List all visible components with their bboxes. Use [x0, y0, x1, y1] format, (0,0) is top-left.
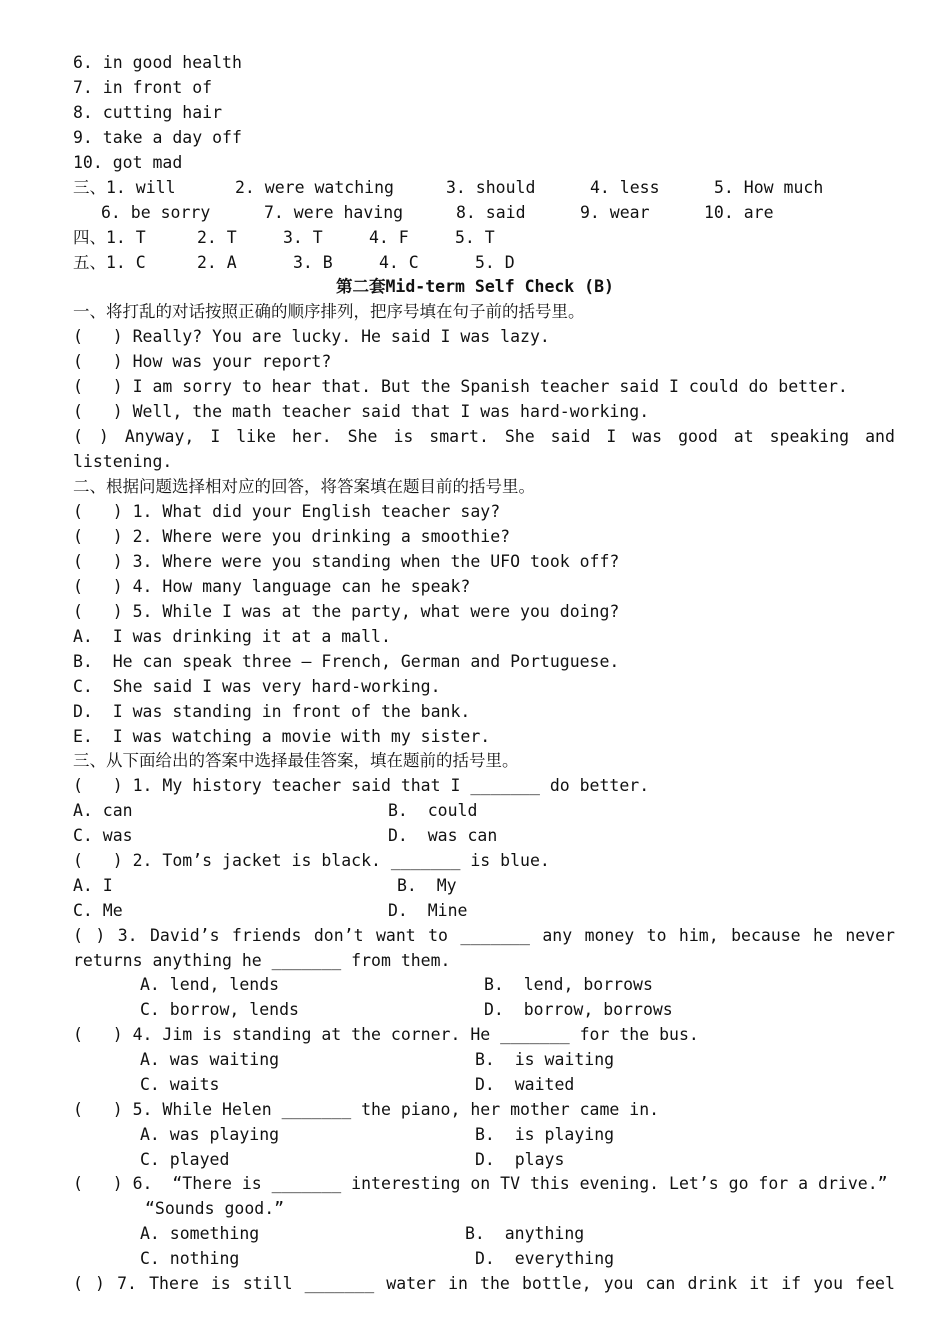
option: D. plays [475, 1150, 565, 1169]
option: B. anything [465, 1224, 585, 1243]
option: A. was playing [140, 1125, 280, 1144]
option: A. I [73, 876, 113, 895]
word: There [149, 1274, 199, 1293]
option: C. played [140, 1150, 230, 1169]
option: B. is playing [475, 1125, 615, 1144]
word: like [236, 427, 276, 446]
answer-option: D. I was standing in front of the bank. [73, 702, 471, 721]
word: I [606, 427, 617, 446]
answer-line: 8. cutting hair [73, 103, 223, 122]
word: She [504, 427, 535, 446]
word: said [550, 427, 591, 446]
word: friends [231, 926, 302, 945]
option: C. borrow, lends [140, 1000, 299, 1019]
word: 3. [117, 926, 138, 945]
question-line: ( ) 2. Where were you drinking a smoothie? [73, 527, 511, 546]
answer-cell: 8. said [456, 203, 526, 222]
option: A. lend, lends [140, 975, 280, 994]
part1-heading: 一、将打乱的对话按照正确的顺序排列，把序号填在句子前的括号里。 [73, 302, 585, 321]
word: _______ [460, 926, 530, 945]
part3-heading: 三、从下面给出的答案中选择最佳答案，填在题前的括号里。 [73, 751, 519, 770]
word: to [428, 926, 448, 945]
word: drink [687, 1274, 738, 1293]
word: in [448, 1274, 468, 1293]
answer-cell: 四、1. T [73, 228, 146, 247]
word: _______ [304, 1274, 375, 1293]
answer-cell: 4. F [369, 228, 409, 247]
answer-cell: 4. C [379, 253, 419, 272]
option: A. can [73, 801, 133, 820]
question-line: ( ) 3. Where were you standing when the UFO took off? [73, 552, 620, 571]
option: B. My [397, 876, 457, 895]
answer-cell: 三、1. will [73, 178, 176, 197]
word: was [632, 427, 663, 446]
dialogue-line: ( ) Well, the math teacher said that I was hard-working. [73, 402, 650, 421]
answer-cell: 3. B [293, 253, 333, 272]
answer-cell: 3. T [283, 228, 323, 247]
answer-option: A. I was drinking it at a mall. [73, 627, 391, 646]
answer-line: 7. in front of [73, 78, 213, 97]
word: her. [291, 427, 332, 446]
word: ( [73, 1274, 83, 1293]
word: still [242, 1274, 293, 1293]
option: A. was waiting [140, 1050, 280, 1069]
answer-cell: 6. be sorry [101, 203, 211, 222]
answer-option: B. He can speak three – French, German and Portuguese. [73, 652, 620, 671]
word: ) [95, 1274, 105, 1293]
answer-cell: 2. T [197, 228, 237, 247]
word: don’t [313, 926, 364, 945]
word: you [813, 1274, 844, 1293]
word: can [645, 1274, 676, 1293]
answer-cell: 5. How much [714, 178, 824, 197]
option: C. Me [73, 901, 123, 920]
word: She [347, 427, 378, 446]
answer-cell: 7. were having [264, 203, 404, 222]
answer-cell: 3. should [446, 178, 536, 197]
word: bottle, [521, 1274, 592, 1293]
word: at [733, 427, 754, 446]
answer-cell: 9. wear [580, 203, 650, 222]
word: is [393, 427, 414, 446]
answer-option: E. I was watching a movie with my sister. [73, 727, 491, 746]
word: ( [73, 427, 83, 446]
question-line: ( ) 5. While Helen _______ the piano, her mother came in. [73, 1100, 660, 1119]
option: B. lend, borrows [484, 975, 653, 994]
word: any [542, 926, 573, 945]
word: I [210, 427, 221, 446]
question-line: ( ) 4. Jim is standing at the corner. He _______ for the bus. [73, 1025, 699, 1044]
word: ) [95, 926, 106, 945]
word: Anyway, [124, 427, 195, 446]
dialogue-line-justified [73, 425, 895, 449]
question-line: ( ) 1. What did your English teacher say? [73, 502, 501, 521]
word: you [603, 1274, 634, 1293]
word: he [813, 926, 833, 945]
word: smart. [429, 427, 489, 446]
question-line: ( ) 5. While I was at the party, what were you doing? [73, 602, 620, 621]
section-title: 第二套Mid-term Self Check (B) [336, 277, 614, 296]
option: C. nothing [140, 1249, 240, 1268]
option: B. could [388, 801, 478, 820]
dialogue-line: ( ) Really? You are lucky. He said I was lazy. [73, 327, 550, 346]
option: D. everything [475, 1249, 615, 1268]
dialogue-line: ( ) I am sorry to hear that. But the Spanish teacher said I could do better. [73, 377, 848, 396]
answer-cell: 5. T [455, 228, 495, 247]
question-line-justified [73, 1272, 895, 1296]
word: speaking [769, 427, 850, 446]
word: the [480, 1274, 510, 1293]
question-line-cont: returns anything he _______ from them. [73, 951, 451, 970]
word: money [584, 926, 635, 945]
option: D. waited [475, 1075, 575, 1094]
word: never [845, 926, 895, 945]
word: water [386, 1274, 436, 1293]
word: and [865, 427, 895, 446]
question-line: ( ) 4. How many language can he speak? [73, 577, 471, 596]
question-line-justified [73, 924, 895, 948]
part2-heading: 二、根据问题选择相对应的回答，将答案填在题目前的括号里。 [73, 477, 535, 496]
question-line: ( ) 1. My history teacher said that I _______ do better. [73, 776, 650, 795]
word: good [678, 427, 718, 446]
word: is [210, 1274, 231, 1293]
option: A. something [140, 1224, 260, 1243]
word: because [731, 926, 801, 945]
option: D. was can [388, 826, 498, 845]
option: C. was [73, 826, 133, 845]
word: ( [73, 926, 83, 945]
dialogue-line: ( ) How was your report? [73, 352, 332, 371]
option: C. waits [140, 1075, 220, 1094]
word: to [646, 926, 667, 945]
answer-cell: 5. D [475, 253, 515, 272]
word: want [375, 926, 416, 945]
option: B. is waiting [475, 1050, 615, 1069]
word: ) [98, 427, 109, 446]
question-line-cont: “Sounds good.” [145, 1199, 285, 1218]
answer-cell: 2. A [197, 253, 237, 272]
answer-line: 6. in good health [73, 53, 242, 72]
option: D. Mine [388, 901, 468, 920]
answer-cell: 2. were watching [235, 178, 394, 197]
word: him, [678, 926, 719, 945]
dialogue-line-cont: listening. [73, 452, 173, 471]
question-line: ( ) 2. Tom’s jacket is black. _______ is blue. [73, 851, 550, 870]
word: it [749, 1274, 770, 1293]
answer-cell: 五、1. C [73, 253, 146, 272]
answer-line: 10. got mad [73, 153, 183, 172]
answer-option: C. She said I was very hard-working. [73, 677, 441, 696]
word: 7. [117, 1274, 137, 1293]
answer-cell: 10. are [704, 203, 774, 222]
answer-line: 9. take a day off [73, 128, 242, 147]
word: David’s [149, 926, 220, 945]
option: D. borrow, borrows [484, 1000, 673, 1019]
word: if [781, 1274, 802, 1293]
question-line: ( ) 6. “There is _______ interesting on TV this evening. Let’s go for a drive.” [73, 1174, 888, 1193]
answer-cell: 4. less [590, 178, 660, 197]
word: feel [855, 1274, 895, 1293]
